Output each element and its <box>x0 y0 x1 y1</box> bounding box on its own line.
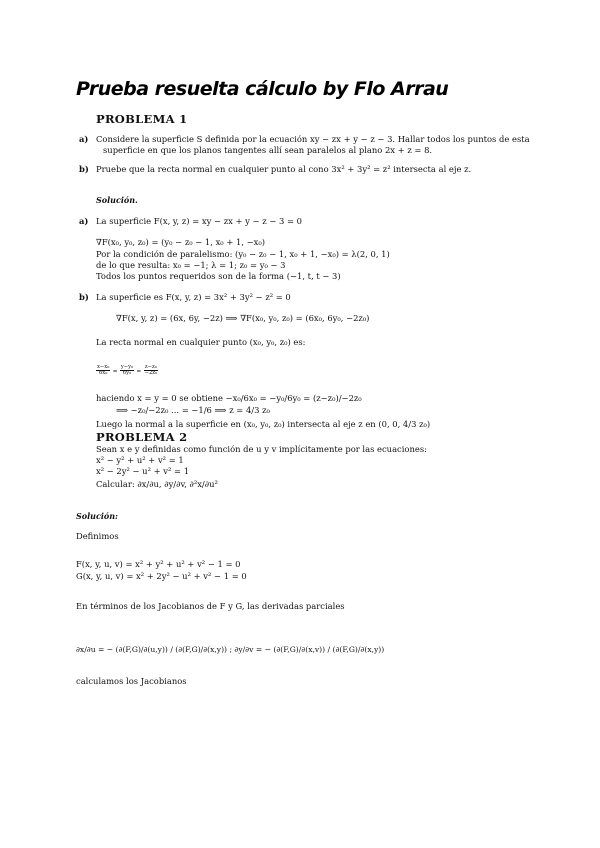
problem2-eq-2: x² − 2y² − u² + v² = 1 <box>96 466 190 476</box>
solution-b-line-2: ∇F(x, y, z) = (6x, 6y, −2z) ⟹ ∇F(x₀, y₀, z₀) = (6x₀, 6y₀, −2z₀) <box>116 313 370 323</box>
solution-b-line-4: haciendo x = y = 0 se obtiene −x₀/6x₀ = −y₀/6y₀ = (z−z₀)/−2z₀ <box>96 393 362 403</box>
problem1-a-label: a) <box>79 134 89 144</box>
problem1-b-text: Pruebe que la recta normal en cualquier punto al cono 3x² + 3y² = z² intersecta al eje z. <box>96 164 472 174</box>
frac-y-den: 6y₀ <box>122 370 132 377</box>
solution-b-line-6: Luego la normal a la superficie en (x₀, y₀, z₀) intersecta al eje z en (0, 0, 4/3 z₀) <box>96 419 431 429</box>
problem1-a-text-1: Considere la superficie S definida por la ecuación xy − zx + y − z − 3. Hallar todos los puntos de esta <box>96 134 530 144</box>
solution-a-label: a) <box>79 216 89 226</box>
frac-x-den: 6x₀ <box>98 370 108 377</box>
frac-z <box>144 365 158 376</box>
normal-line-equation: $\frac{\text{x−x₀}}{\text{6x₀}}$ = $\frac{\text{y−y₀}}{\text{6y₀}}$ = $\frac{\text{z−z₀}}{\text{−2z₀}}$ <box>97 364 158 377</box>
jacobian-text: En términos de los Jacobianos de F y G, las derivadas parciales <box>76 601 345 611</box>
frac-x-num: x−x₀ <box>97 364 110 370</box>
frac-z-den: −2z₀ <box>144 370 158 377</box>
solution-a-line-3: Por la condición de paralelismo: (y₀ − z₀ − 1, x₀ + 1, −x₀) = λ(2, 0, 1) <box>96 249 390 259</box>
frac-y <box>120 365 134 376</box>
partial-derivatives-formula: ∂x/∂u = − (∂(F,G)/∂(u,y)) / (∂(F,G)/∂(x,y)) ; ∂y/∂v = − (∂(F,G)/∂(x,v)) / (∂(F,G)/∂(x,y)) <box>76 645 385 654</box>
document-title: Prueba resuelta cálculo by Flo Arrau <box>76 78 449 100</box>
solution-b-label: b) <box>79 292 89 302</box>
solution-b-line-5: ⟹ −z₀/−2z₀ ... = −1/6 ⟹ z = 4/3 z₀ <box>116 405 270 415</box>
problem2-solution-label: Solución: <box>76 511 118 521</box>
problem2-line-1: Sean x e y definidas como función de u y v implícitamente por las ecuaciones: <box>96 444 427 454</box>
solution-b-line-1: La superficie es F(x, y, z) = 3x² + 3y² − z² = 0 <box>96 292 291 302</box>
frac-x <box>96 365 110 376</box>
problem1-a-text-2: superficie en que los planos tangentes allí sean paralelos al plano 2x + z = 8. <box>103 145 433 155</box>
solution-a-line-1: La superficie F(x, y, z) = xy − zx + y − z − 3 = 0 <box>96 216 302 226</box>
frac-z-num: z−z₀ <box>144 364 157 370</box>
F-definition: F(x, y, u, v) = x² + y² + u² + v² − 1 = 0 <box>76 559 241 569</box>
solution-a-line-5: Todos los puntos requeridos son de la forma (−1, t, t − 3) <box>96 271 341 281</box>
frac-y-num: y−y₀ <box>120 364 134 370</box>
calculamos-text: calculamos los Jacobianos <box>76 676 187 686</box>
problem2-eq-1: x² − y² + u² + v² = 1 <box>96 455 184 465</box>
G-definition: G(x, y, u, v) = x² + 2y² − u² + v² − 1 = 0 <box>76 571 247 581</box>
problem1-b-label: b) <box>79 164 89 174</box>
problem2-calc: Calcular: ∂x/∂u, ∂y/∂v, ∂²x/∂u² <box>96 479 218 489</box>
solution-a-line-2: ∇F(x₀, y₀, z₀) = (y₀ − z₀ − 1, x₀ + 1, −x₀) <box>96 237 266 247</box>
definimos-text: Definimos <box>76 531 119 541</box>
problem1-heading: PROBLEMA 1 <box>96 112 188 126</box>
problem2-heading: PROBLEMA 2 <box>96 430 188 444</box>
solution-a-line-4: de lo que resulta: x₀ = −1; λ = 1; z₀ = y₀ − 3 <box>96 260 286 270</box>
solution-b-line-3: La recta normal en cualquier punto (x₀, y₀, z₀) es: <box>96 337 306 347</box>
problem1-solution-label: Solución. <box>96 195 138 205</box>
